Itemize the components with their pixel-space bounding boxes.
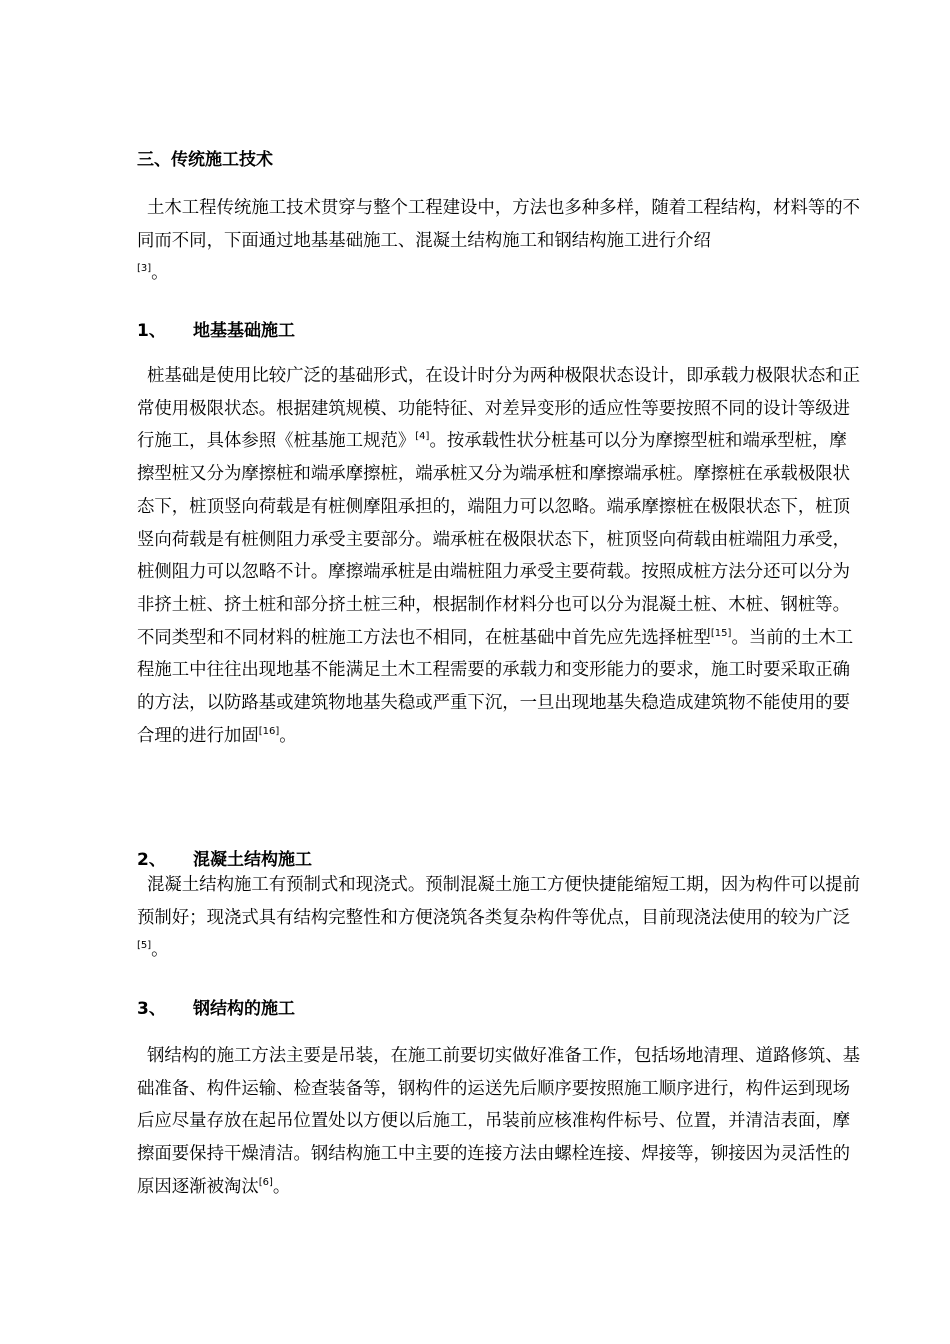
paragraph-text: 。 bbox=[151, 263, 169, 284]
subsection-number: 3、 bbox=[137, 999, 166, 1019]
paragraph-text: 土木工程传统施工技术贯穿与整个工程建设中，方法也多种多样，随着工程结构，材料等的不同而不同，下面通过地基基础施工、混凝土结构施工和钢结构施工进行介绍 bbox=[137, 198, 861, 251]
subsection-title: 混凝土结构施工 bbox=[193, 850, 312, 870]
intro-paragraph bbox=[137, 192, 862, 290]
citation: [15] bbox=[710, 627, 732, 639]
paragraph-text: 钢结构的施工方法主要是吊装，在施工前要切实做好准备工作，包括场地清理、道路修筑、基础准备、构件运输、检查装备等，钢构件的运送先后顺序要按照施工顺序进行，构件运到现场后应尽量存放在起吊位置处以方便以后施工，吊装前应核准构件标号、位置，并清洁表面，摩擦面要保持干燥清洁。钢结构施工中主要的连接方法由螺栓连接、焊接等，铆接因为灵活性的原因逐渐被淘汰 bbox=[137, 1046, 861, 1197]
citation: [4] bbox=[415, 431, 430, 443]
concrete-paragraph bbox=[137, 869, 862, 967]
subsection-heading-3 bbox=[137, 997, 862, 1021]
citation: [3] bbox=[137, 263, 152, 275]
paragraph-text: 混凝土结构施工有预制式和现浇式。预制混凝土施工方便快捷能缩短工期，因为构件可以提前预制好；现浇式具有结构完整性和方便浇筑各类复杂构件等优点，目前现浇法使用的较为广泛 bbox=[137, 875, 861, 928]
citation: [6] bbox=[258, 1177, 273, 1189]
subsection-number: 2、 bbox=[137, 850, 166, 870]
citation: [5] bbox=[137, 940, 152, 952]
paragraph-text: 桩基础是使用比较广泛的基础形式，在设计时分为两种极限状态设计，即承载力极限状态和正常使用极限状态。根据建筑规模、功能特征、对差异变形的适应性等要按照不同的设计等级进行施工，具体参照《桩基施工规范》 bbox=[137, 366, 861, 452]
citation: [16] bbox=[258, 725, 280, 737]
subsection-number: 1、 bbox=[137, 321, 166, 341]
heading-text: 三、传统施工技术 bbox=[137, 150, 273, 170]
subsection-heading-1 bbox=[137, 319, 862, 343]
subsection-title: 地基基础施工 bbox=[193, 321, 295, 341]
paragraph-text: 。按承载性状分桩基可以分为摩擦型桩和端承型桩，摩擦型桩又分为摩擦桩和端承摩擦桩，端承桩又分为端承桩和摩擦端承桩。摩擦桩在承载极限状态下，桩顶竖向荷载是有桩侧摩阻承担的，端阻力可以忽略。端承摩擦桩在极限状态下，桩顶竖向荷载是有桩侧阻力承受主要部分。端承桩在极限状态下，桩顶竖向荷载由桩端阻力承受，桩侧阻力可以忽略不计。摩擦端承桩是由端桩阻力承受主要荷载。按照成桩方法分还可以分为非挤土桩、挤土桩和部分挤土桩三种，根据制作材料分也可以分为混凝土桩、木桩、钢桩等。不同类型和不同材料的桩施工方法也不相同，在桩基础中首先应先选择桩型 bbox=[137, 431, 851, 648]
foundation-paragraph bbox=[137, 360, 862, 752]
paragraph-text: 。 bbox=[272, 1176, 291, 1197]
section-heading bbox=[137, 148, 862, 172]
paragraph-text: 。当前的土木工程施工中往往出现地基不能满足土木工程需要的承载力和变形能力的要求，施工时要采取正确的方法，以防路基或建筑物地基失稳或严重下沉，一旦出现地基失稳造成建筑物不能使用的要合理的进行加固 bbox=[137, 627, 854, 746]
paragraph-text: 。 bbox=[151, 940, 169, 961]
paragraph-text: 。 bbox=[279, 725, 297, 746]
subsection-title: 钢结构的施工 bbox=[193, 999, 295, 1019]
steel-paragraph bbox=[137, 1040, 862, 1204]
